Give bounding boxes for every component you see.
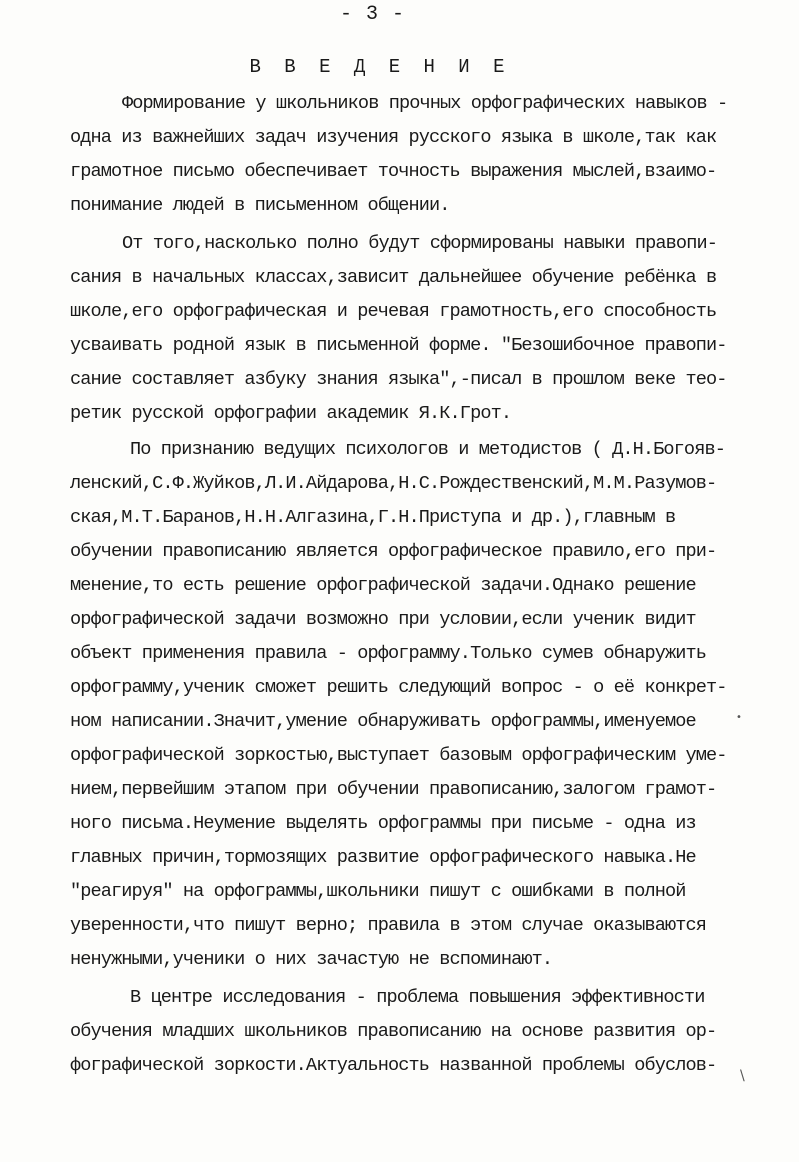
text-line: ного письма.Неумение выделять орфограммы при письме - одна из <box>70 813 696 834</box>
text-line: понимание людей в письменном общении. <box>70 195 450 216</box>
text-line: По признанию ведущих психологов и методистов ( Д.Н.Богояв- <box>130 439 725 460</box>
text-line: усваивать родной язык в письменной форме. "Безошибочное правопи- <box>70 335 727 356</box>
scan-speck: \ <box>740 1068 744 1084</box>
text-line: обучении правописанию является орфографическое правило,его при- <box>70 541 717 562</box>
text-line: фографической зоркости.Актуальность названной проблемы обуслов- <box>70 1055 717 1076</box>
text-line: уверенности,что пишут верно; правила в этом случае оказываются <box>70 915 707 936</box>
text-line: грамотное письмо обеспечивает точность выражения мыслей,взаимо- <box>70 161 717 182</box>
text-line: сание составляет азбуку знания языка",-писал в прошлом веке тео- <box>70 369 727 390</box>
text-line: нием,первейшим этапом при обучении правописанию,залогом грамот- <box>70 779 717 800</box>
text-line: объект применения правила - орфограмму.Только сумев обнаружить <box>70 643 707 664</box>
text-line: От того,насколько полно будут сформированы навыки правопи- <box>122 233 717 254</box>
text-line: ленский,С.Ф.Жуйков,Л.И.Айдарова,Н.С.Рождественский,М.М.Разумов- <box>70 473 717 494</box>
text-line: орфограмму,ученик сможет решить следующий вопрос - о её конкрет- <box>70 677 727 698</box>
text-line: обучения младших школьников правописанию на основе развития ор- <box>70 1021 717 1042</box>
text-line: менение,то есть решение орфографической задачи.Однако решение <box>70 575 696 596</box>
text-line: Формирование у школьников прочных орфографических навыков - <box>122 93 728 114</box>
text-line: ская,М.Т.Баранов,Н.Н.Алгазина,Г.Н.Приступа и др.),главным в <box>70 507 676 528</box>
text-line: одна из важнейших задач изучения русского языка в школе,так как <box>70 127 717 148</box>
text-line: школе,его орфографическая и речевая грамотность,его способность <box>70 301 717 322</box>
text-line: "реагируя" на орфограммы,школьники пишут с ошибками в полной <box>70 881 686 902</box>
scan-speck: • <box>736 712 741 723</box>
text-line: главных причин,тормозящих развитие орфографического навыка.Не <box>70 847 696 868</box>
text-line: сания в начальных классах,зависит дальнейшее обучение ребёнка в <box>70 267 717 288</box>
section-heading: В В Е Д Е Н И Е <box>249 56 511 78</box>
page-number: - 3 - <box>339 3 405 26</box>
text-line: ном написании.Значит,умение обнаруживать орфограммы,именуемое <box>70 711 696 732</box>
text-line: В центре исследования - проблема повышения эффективности <box>130 987 705 1008</box>
text-line: орфографической задачи возможно при условии,если ученик видит <box>70 609 696 630</box>
text-line: ненужными,ученики о них зачастую не вспоминают. <box>70 949 553 970</box>
text-line: орфографической зоркостью,выступает базовым орфографическим уме- <box>70 745 727 766</box>
text-line: ретик русской орфографии академик Я.К.Грот. <box>70 403 512 424</box>
